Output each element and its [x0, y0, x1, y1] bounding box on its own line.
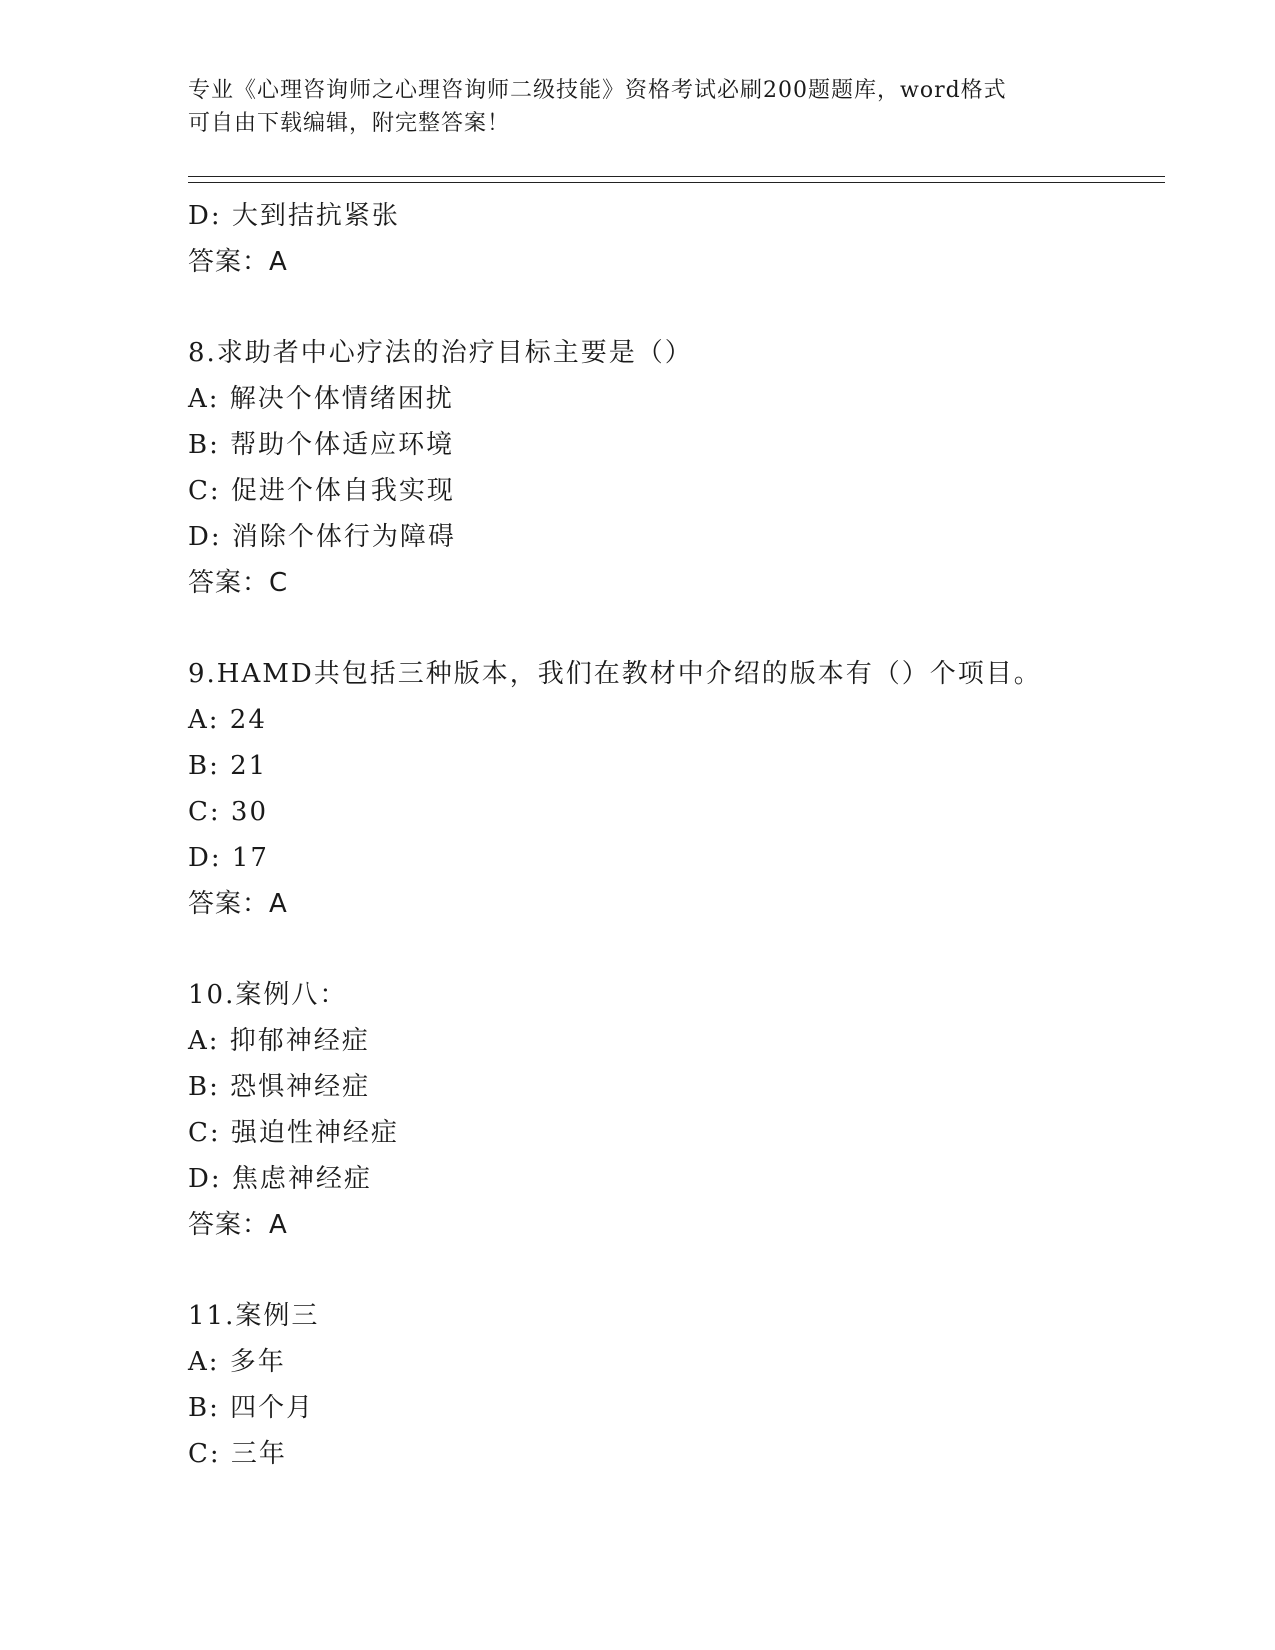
question-stem: 11.案例三	[188, 1301, 320, 1331]
document-header	[188, 74, 1088, 140]
option-b: B: 恐惧神经症	[188, 1072, 371, 1102]
option-b: B: 21	[188, 751, 268, 781]
option-c: C: 三年	[188, 1439, 287, 1469]
option-a: A: 解决个体情绪困扰	[188, 384, 454, 414]
question-stem: 9.HAMD共包括三种版本，我们在教材中介绍的版本有（）个项目。	[188, 659, 1042, 689]
option-d: D: 17	[188, 843, 269, 873]
question-9	[188, 651, 1165, 927]
option-d: D: 消除个体行为障碍	[188, 522, 456, 552]
option-d-prev: D: 大到拮抗紧张	[188, 201, 400, 231]
answer: 答案：C	[188, 568, 289, 598]
answer: 答案：A	[188, 1210, 288, 1240]
header-line-2: 可自由下载编辑，附完整答案！	[188, 111, 511, 136]
question-11	[188, 1293, 1165, 1477]
question-10	[188, 972, 1165, 1248]
option-b: B: 帮助个体适应环境	[188, 430, 455, 460]
question-list	[188, 193, 1165, 1477]
option-a: A: 抑郁神经症	[188, 1026, 370, 1056]
question-stem: 10.案例八：	[188, 980, 348, 1010]
option-d: D: 焦虑神经症	[188, 1164, 372, 1194]
option-c: C: 强迫性神经症	[188, 1118, 399, 1148]
option-c: C: 促进个体自我实现	[188, 476, 455, 506]
question-stem: 8.求助者中心疗法的治疗目标主要是（）	[188, 338, 693, 368]
option-a: A: 24	[188, 705, 267, 735]
header-divider-bottom	[188, 182, 1165, 183]
option-b: B: 四个月	[188, 1393, 315, 1423]
option-c: C: 30	[188, 797, 269, 827]
header-divider-top	[188, 176, 1165, 177]
header-line-1: 专业《心理咨询师之心理咨询师二级技能》资格考试必刷200题题库，word格式	[188, 78, 1007, 103]
option-a: A: 多年	[188, 1347, 286, 1377]
question-8	[188, 330, 1165, 606]
answer: 答案：A	[188, 889, 288, 919]
answer-prev: 答案：A	[188, 247, 288, 277]
